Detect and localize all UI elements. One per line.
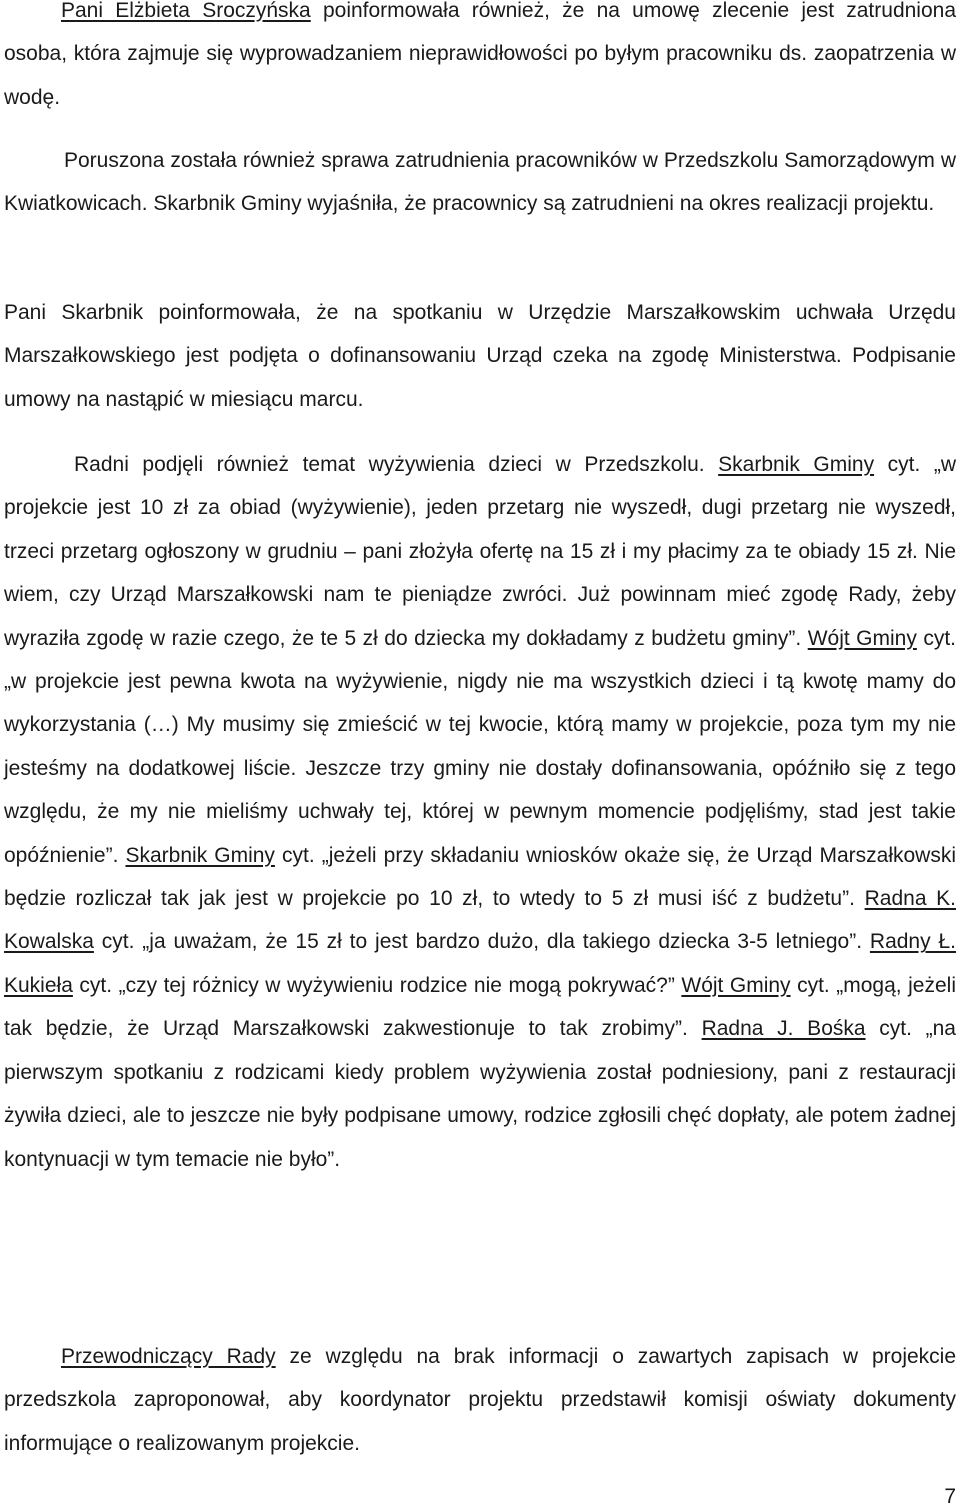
paragraph-przewodniczacy <box>4 1335 956 1465</box>
paragraph-text: cyt. „w projekcie jest 10 zł za obiad (wyżywienie), jeden przetarg nie wyszedł, dugi przetarg nie wyszedł, trzeci przetarg ogłoszony w grudniu – pani złożyła ofertę na 15 zł i my płacimy za te obiady 15 zł. Nie wiem, czy Urząd Marszałkowski nam te pieniądze zwróci. Już powinnam mieć zgodę Rady, żeby wyraziła zgodę w razie czego, że te 5 zł do dziecka my dokładamy z budżetu gminy”. <box>4 453 957 650</box>
paragraph-text: Pani Skarbnik poinformowała, że na spotkaniu w Urzędzie Marszałkowskim uchwała Urzędu Marszałkowskiego jest podjęta o dofinansowaniu Urząd czeka na zgodę Ministerstwa. Podpisanie umowy na nastąpić w miesiącu marcu. <box>4 301 956 411</box>
speaker-name: Radna J. Bośka <box>701 1017 866 1041</box>
paragraph-text: cyt. „na pierwszym spotkaniu z rodzicami kiedy problem wyżywienia został podniesiony, pani z restauracji żywiła dzieci, ale to jeszcze nie były podpisane umowy, rodzice zgłosili chęć dopłaty, ale potem żadnej kontynuacji w tym temacie nie było”. <box>4 1017 956 1171</box>
paragraph-text: ze względu na brak informacji o zawartych zapisach w projekcie przedszkola zaproponował, aby koordynator projektu przedstawił komisji oświaty dokumenty informujące o realizowanym projekcie. <box>4 1345 957 1455</box>
speaker-name: Pani Elżbieta Sroczyńska <box>61 0 311 22</box>
paragraph-wyzywienie <box>4 443 956 1181</box>
speaker-name: Radna K. Kowalska <box>4 887 956 954</box>
paragraph-text: cyt. „jeżeli przy składaniu wniosków okaże się, że Urząd Marszałkowski będzie rozliczał tak jak jest w projekcie po 10 zł, to wtedy to 5 zł musi iść z budżetu”. <box>4 843 956 911</box>
page-number: 7 <box>944 1485 956 1508</box>
paragraph-przedszkole <box>4 139 956 226</box>
paragraph-text: cyt. „mogą, jeżeli tak będzie, że Urząd Marszałkowski zakwestionuje to tak zrobimy”. <box>4 973 956 1041</box>
paragraph-text: cyt. „ja uważam, że 15 zł to jest bardzo dużo, dla takiego dziecka 3-5 letniego”. <box>93 930 870 954</box>
paragraph-skarbnik <box>4 291 956 421</box>
speaker-name: Przewodniczący Rady <box>61 1345 276 1368</box>
paragraph-text: cyt. „w projekcie jest pewna kwota na wyżywienie, nigdy nie ma wszystkich dzieci i tą kwotę mamy do wykorzystania (…) My musimy się zmieścić w tej kwocie, którą mamy w projekcie, poza tym my nie jesteśmy na dodatkowej liście. Jeszcze trzy gminy nie dostały dofinansowania, opóźniło się z tego względu, że my nie mieliśmy uchwały tej, której w pewnym momencie podjęliśmy, stad jest takie opóźnienie”. <box>4 626 956 867</box>
paragraph-text: cyt. „czy tej różnicy w wyżywieniu rodzice nie mogą pokrywać?” <box>72 973 682 997</box>
speaker-name: Wójt Gminy <box>681 973 791 997</box>
speaker-name: Skarbnik Gminy <box>718 453 875 476</box>
paragraph-text: Poruszona została również sprawa zatrudnienia pracowników w Przedszkolu Samorządowym w Kwiatkowicach. Skarbnik Gminy wyjaśniła, że pracownicy są zatrudnieni na okres realizacji projektu. <box>4 149 956 216</box>
paragraph-text: poinformowała również, że na umowę zlecenie jest zatrudniona osoba, która zajmuje się wyprowadzaniem nieprawidłowości po byłym pracowniku ds. zaopatrzenia w wodę. <box>4 0 956 109</box>
paragraph-sroczynska <box>4 0 956 119</box>
speaker-name: Wójt Gminy <box>807 626 917 650</box>
paragraph-text: Radni podjęli również temat wyżywienia dzieci w Przedszkolu. <box>74 453 719 476</box>
speaker-name: Radny Ł. Kukieła <box>4 930 956 997</box>
speaker-name: Skarbnik Gminy <box>125 843 275 867</box>
